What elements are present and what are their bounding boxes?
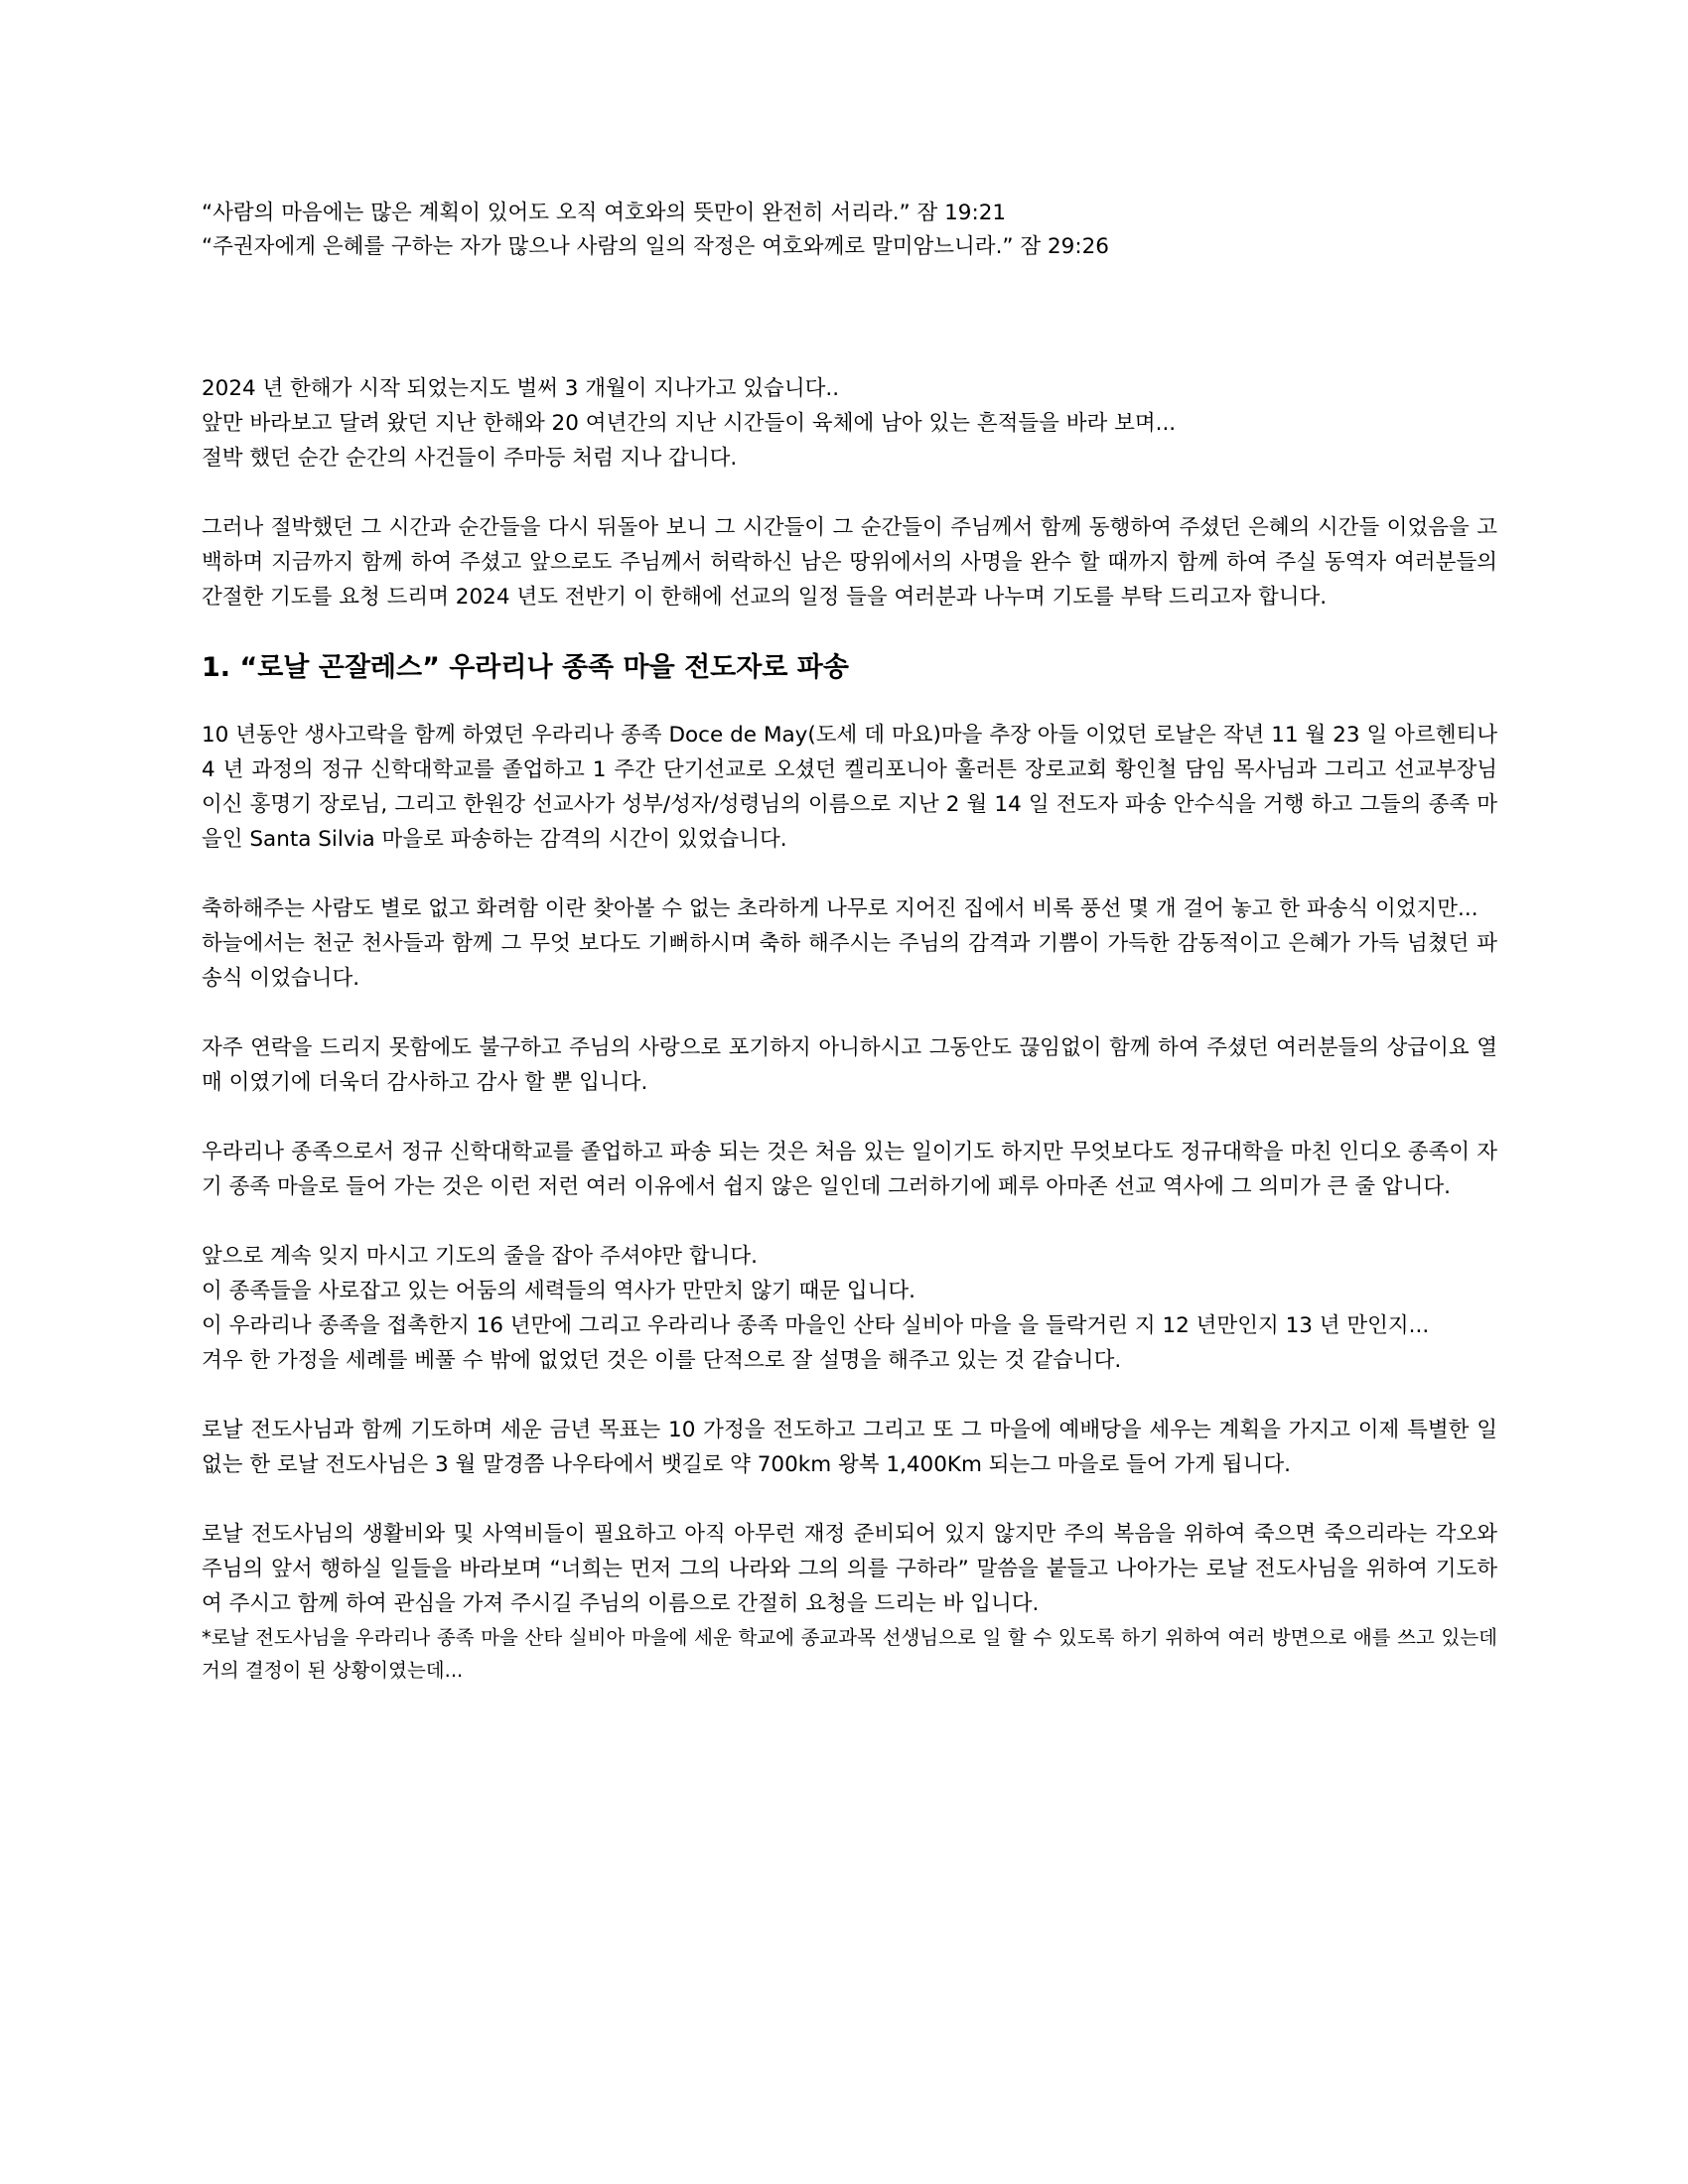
intro-line: 앞만 바라보고 달려 왔던 지난 한해와 20 여년간의 지난 시간들이 육체에 남아 있는 흔적들을 바라 보며... [202, 411, 1177, 436]
intro-line: 2024 년 한해가 시작 되었는지도 벌써 3 개월이 지나가고 있습니다.. [202, 376, 840, 401]
body-paragraph: 자주 연락을 드리지 못함에도 불구하고 주님의 사랑으로 포기하지 아니하시고 그동안도 끊임없이 함께 하여 주셨던 여러분들의 상급이요 열매 이였기에 더욱더 감사하고 감사 할 뿐 입니다. [202, 1035, 1497, 1095]
scripture-quote: “사람의 마음에는 많은 계획이 있어도 오직 여호와의 뜻만이 완전히 서리라.” 잠 19:21 [202, 201, 1007, 225]
body-paragraph [202, 891, 1497, 996]
body-line: 이 종족들을 사로잡고 있는 어둠의 세력들의 역사가 만만치 않기 때문 입니다. [202, 1279, 916, 1303]
body-line: 축하해주는 사람도 별로 없고 화려함 이란 찾아볼 수 없는 초라하게 나무로 지어진 집에서 비록 풍선 몇 개 걸어 놓고 한 파송식 이었지만... [202, 896, 1478, 921]
intro-line: 절박 했던 순간 순간의 사건들이 주마등 처럼 지나 갑니다. [202, 446, 738, 471]
body-paragraph: 로날 전도사님과 함께 기도하며 세운 금년 목표는 10 가정을 전도하고 그리고 또 그 마을에 예배당을 세우는 계획을 가지고 이제 특별한 일없는 한 로날 전도사님은 3 월 말경쯤 나우타에서 뱃길로 약 700km 왕복 1,400Km 되는그 마을로 들어 가게 됩니다. [202, 1418, 1497, 1477]
scripture-quote: “주권자에게 은혜를 구하는 자가 많으나 사람의 일의 작정은 여호와께로 말미암느니라.” 잠 29:26 [202, 234, 1109, 259]
body-paragraph [202, 1239, 1497, 1378]
body-paragraph: 로날 전도사님의 생활비와 및 사역비들이 필요하고 아직 아무런 재정 준비되어 있지 않지만 주의 복음을 위하여 죽으면 죽으리라는 각오와 주님의 앞서 행하실 일들을 바라보며 “너희는 먼저 그의 나라와 그의 의를 구하라” 말씀을 붙들고 나아가는 로날 전도사님을 위하여 기도하여 주시고 함께 하여 관심을 가져 주시길 주님의 이름으로 간절히 요청을 드리는 바 입니다. [202, 1522, 1497, 1616]
section-heading: 1. “로날 곤잘레스” 우라리나 종족 마을 전도자로 파송 [202, 652, 849, 683]
body-line: 앞으로 계속 잊지 마시고 기도의 줄을 잡아 주셔야만 합니다. [202, 1244, 758, 1269]
body-line: 겨우 한 가정을 세례를 베풀 수 밖에 없었던 것은 이를 단적으로 잘 설명을 해주고 있는 것 같습니다. [202, 1348, 1122, 1373]
letter-page [202, 197, 1497, 1687]
intro-paragraph [202, 371, 1497, 476]
body-line: 하늘에서는 천군 천사들과 함께 그 무엇 보다도 기뻐하시며 축하 해주시는 주님의 감격과 기쁨이 가득한 감동적이고 은혜가 가득 넘쳤던 파송식 이었습니다. [202, 931, 1497, 991]
prayer-request-paragraph: 그러나 절박했던 그 시간과 순간들을 다시 뒤돌아 보니 그 시간들이 그 순간들이 주님께서 함께 동행하여 주셨던 은혜의 시간들 이었음을 고백하며 지금까지 함께 하여 주셨고 앞으로도 주님께서 허락하신 남은 땅위에서의 사명을 완수 할 때까지 함께 하여 주실 동역자 여러분들의 간절한 기도를 요청 드리며 2024 년도 전반기 이 한해에 선교의 일정 들을 여러분과 나누며 기도를 부탁 드리고자 합니다. [202, 515, 1497, 610]
body-line: 이 우라리나 종족을 접촉한지 16 년만에 그리고 우라리나 종족 마을인 산타 실비아 마을 을 들락거린 지 12 년만인지 13 년 만인지... [202, 1313, 1430, 1338]
footnote: *로날 전도사님을 우라리나 종족 마을 산타 실비아 마을에 세운 학교에 종교과목 선생님으로 일 할 수 있도록 하기 위하여 여러 방면으로 애를 쓰고 있는데 거의 결정이 된 상황이였는데... [202, 1626, 1497, 1682]
body-paragraph: 10 년동안 생사고락을 함께 하였던 우라리나 종족 Doce de May(도세 데 마요)마을 추장 아들 이었던 로날은 작년 11 월 23 일 아르헨티나 4 년 과정의 정규 신학대학교를 졸업하고 1 주간 단기선교로 오셨던 켈리포니아 훌러튼 장로교회 황인철 담임 목사님과 그리고 선교부장님 이신 홍명기 장로님, 그리고 한원강 선교사가 성부/성자/성령님의 이름으로 지난 2 월 14 일 전도자 파송 안수식을 거행 하고 그들의 종족 마을인 Santa Silvia 마을로 파송하는 감격의 시간이 있었습니다. [202, 723, 1497, 852]
scripture-quotes [202, 197, 1497, 264]
body-paragraph: 우라리나 종족으로서 정규 신학대학교를 졸업하고 파송 되는 것은 처음 있는 일이기도 하지만 무엇보다도 정규대학을 마친 인디오 종족이 자기 종족 마을로 들어 가는 것은 이런 저런 여러 이유에서 쉽지 않은 일인데 그러하기에 페루 아마존 선교 역사에 그 의미가 큰 줄 압니다. [202, 1140, 1497, 1199]
